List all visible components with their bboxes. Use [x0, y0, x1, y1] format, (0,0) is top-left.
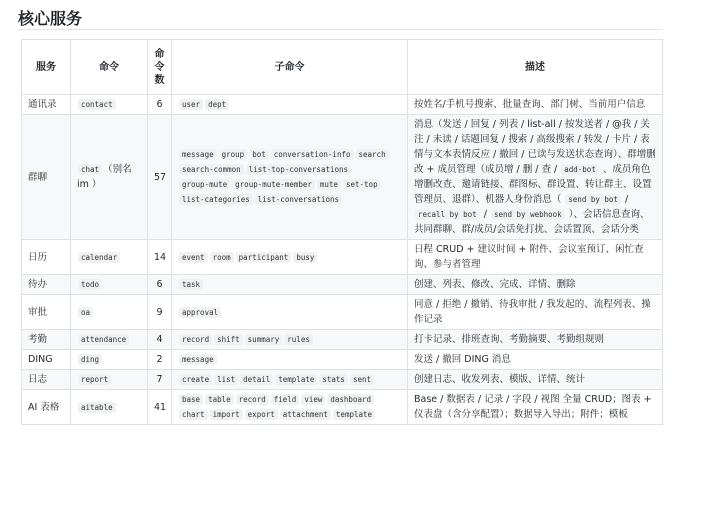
command-alias: （别名 im ） [77, 164, 132, 190]
cell-command [71, 115, 148, 240]
subcommand-code: task [179, 279, 203, 290]
section-title: 核心服务 [18, 9, 83, 28]
subcommand-code: list-categories [179, 194, 253, 205]
description-text: 同意 / 拒绝 / 撤销、待我审批 / 我发起的、流程列表、操作记录 [414, 299, 651, 325]
table-row [22, 330, 663, 350]
subcommand-code: record [179, 334, 212, 345]
cell-subcommands [172, 390, 408, 425]
table-row [22, 240, 663, 275]
cell-count: 7 [148, 370, 172, 390]
subcommand-code: dashboard [327, 394, 374, 405]
description-text: 按姓名/手机号搜索、批量查询、部门树、当前用户信息 [414, 99, 646, 110]
description-text: 发送 / 撤回 DING 消息 [414, 354, 511, 365]
subcommand-code: record [236, 394, 269, 405]
table-row [22, 275, 663, 295]
description-text: / [621, 194, 629, 205]
subcommand-code: dept [205, 99, 229, 110]
table-row [22, 95, 663, 115]
cell-description [408, 295, 663, 330]
table-row [22, 350, 663, 370]
subcommand-code: list [214, 374, 238, 385]
header-subcommands: 子命令 [172, 40, 408, 95]
cell-description [408, 330, 663, 350]
cell-service: 待办 [22, 275, 71, 295]
command-code: contact [78, 99, 116, 110]
cell-count: 6 [148, 275, 172, 295]
cell-service: 日历 [22, 240, 71, 275]
subcommand-code: stats [319, 374, 348, 385]
cell-description [408, 95, 663, 115]
subcommand-code: set-top [343, 179, 381, 190]
cell-count: 6 [148, 95, 172, 115]
subcommand-code: participant [236, 252, 292, 263]
description-text: 日程 CRUD + 建议时间 + 附件、会议室预订、闲忙查询、参与者管理 [414, 244, 644, 270]
subcommand-code: field [271, 394, 300, 405]
cell-service: 群聊 [22, 115, 71, 240]
description-text: 创建、列表、修改、完成、详情、删除 [414, 279, 576, 290]
title-divider [18, 29, 662, 30]
subcommand-code: busy [293, 252, 317, 263]
header-description: 描述 [408, 40, 663, 95]
header-count: 命令数 [148, 40, 172, 95]
description-text: Base / 数据表 / 记录 / 字段 / 视图 全量 CRUD；图表 + 仪表盘（含分享配置）；数据导入导出；附件；模板 [414, 394, 652, 420]
cell-command [71, 295, 148, 330]
subcommand-code: table [205, 394, 234, 405]
subcommand-code: mute [317, 179, 341, 190]
cell-service: 审批 [22, 295, 71, 330]
subcommand-code: search [356, 149, 389, 160]
header-service: 服务 [22, 40, 71, 95]
cell-description [408, 275, 663, 295]
header-command: 命令 [71, 40, 148, 95]
subcommand-code: attachment [280, 409, 331, 420]
cell-service: 考勤 [22, 330, 71, 350]
subcommand-code: template [333, 409, 375, 420]
cell-description [408, 350, 663, 370]
cell-service: DING [22, 350, 71, 370]
command-code: ding [78, 354, 102, 365]
subcommand-code: group-mute [179, 179, 230, 190]
description-text: / [480, 209, 490, 220]
command-code: oa [78, 307, 93, 318]
cell-service: 日志 [22, 370, 71, 390]
command-code: calendar [78, 252, 120, 263]
cell-command [71, 275, 148, 295]
subcommand-code: list-conversations [255, 194, 342, 205]
subcommand-code: chart [179, 409, 208, 420]
subcommand-code: shift [214, 334, 243, 345]
cell-count: 14 [148, 240, 172, 275]
description-code: recall by bot [415, 209, 480, 220]
cell-subcommands [172, 370, 408, 390]
cell-description [408, 115, 663, 240]
description-text: ）、会话信息查询、共同群聊、群/成员/会话免打扰、会话置顶、会话分类 [414, 209, 650, 235]
cell-subcommands [172, 330, 408, 350]
subcommand-code: view [301, 394, 325, 405]
cell-command [71, 370, 148, 390]
subcommand-code: sent [350, 374, 374, 385]
description-text: 消息（发送 / 回复 / 列表 / list-all / 按发送者 / @我 / 关注 / 未读 / 话题回复 / 搜索 / 高级搜索 / 转发 / 卡片 / 表情与文本表情反应 / 撤回 / 已读与发送状态查询）、群增删改 + 成员管理（成员增 / 删 / 查 / [414, 119, 656, 175]
table-body [22, 95, 663, 425]
cell-count: 41 [148, 390, 172, 425]
subcommand-code: summary [245, 334, 283, 345]
subcommand-code: search-common [179, 164, 244, 175]
cell-command [71, 350, 148, 370]
subcommand-code: room [210, 252, 234, 263]
command-code: aitable [78, 402, 116, 413]
subcommand-code: detail [240, 374, 273, 385]
subcommand-code: list-top-conversations [246, 164, 351, 175]
subcommand-code: base [179, 394, 203, 405]
cell-count: 2 [148, 350, 172, 370]
description-text: 打卡记录、排班查询、考勤摘要、考勤组规则 [414, 334, 605, 345]
subcommand-code: import [210, 409, 243, 420]
description-code: send by webhook [491, 209, 565, 220]
cell-command [71, 240, 148, 275]
description-code: send by bot [565, 194, 621, 205]
cell-service: AI 表格 [22, 390, 71, 425]
cell-count: 57 [148, 115, 172, 240]
subcommand-code: approval [179, 307, 221, 318]
command-code: report [78, 374, 111, 385]
table-row [22, 115, 663, 240]
table-row [22, 370, 663, 390]
cell-description [408, 370, 663, 390]
cell-subcommands [172, 295, 408, 330]
cell-command [71, 390, 148, 425]
subcommand-code: bot [249, 149, 269, 160]
cell-description [408, 390, 663, 425]
cell-description [408, 240, 663, 275]
cell-count: 4 [148, 330, 172, 350]
cell-command [71, 95, 148, 115]
table-row [22, 295, 663, 330]
command-code: attendance [78, 334, 129, 345]
subcommand-code: template [275, 374, 317, 385]
subcommand-code: message [179, 354, 217, 365]
subcommand-code: rules [284, 334, 313, 345]
cell-count: 9 [148, 295, 172, 330]
subcommand-code: group [219, 149, 248, 160]
command-code: todo [78, 279, 102, 290]
cell-subcommands [172, 275, 408, 295]
services-table [21, 39, 663, 425]
subcommand-code: message [179, 149, 217, 160]
cell-subcommands [172, 95, 408, 115]
description-text: 创建日志、收发列表、模版、详情、统计 [414, 374, 586, 385]
subcommand-code: user [179, 99, 203, 110]
subcommand-code: conversation-info [271, 149, 354, 160]
table-header-row [22, 40, 663, 95]
description-code: add-bot [561, 164, 599, 175]
subcommand-code: group-mute-member [232, 179, 315, 190]
command-code: chat [78, 164, 102, 175]
cell-subcommands [172, 350, 408, 370]
subcommand-code: export [245, 409, 278, 420]
cell-service: 通讯录 [22, 95, 71, 115]
cell-command [71, 330, 148, 350]
cell-subcommands [172, 240, 408, 275]
description-text: 、成员角色增删改查、邀请链接、群图标、群设置、转让群主、设置管理员、退群）、机器人身份消息（ [414, 164, 652, 205]
subcommand-code: create [179, 374, 212, 385]
subcommand-code: event [179, 252, 208, 263]
cell-subcommands [172, 115, 408, 240]
table-row [22, 390, 663, 425]
